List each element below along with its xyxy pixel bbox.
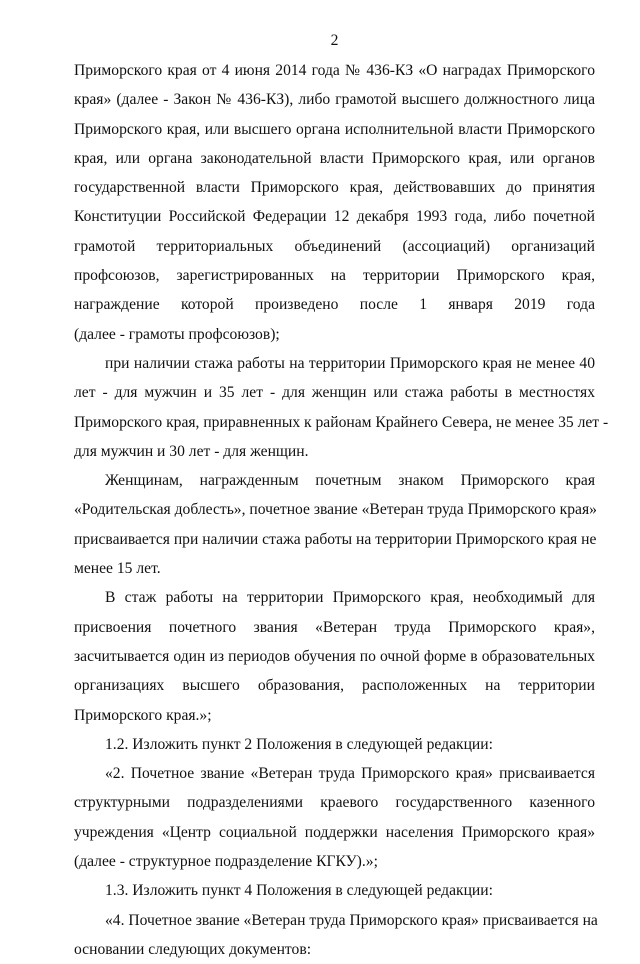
text-line: В стаж работы на территории Приморского края, необходимый для [105,589,595,607]
text-line: Приморского края, приравненных к районам Крайнего Севера, не менее 35 лет - [74,413,609,431]
text-line: присвоения почетного звания «Ветеран труда Приморского края», [74,618,595,636]
text-line: Конституции Российской Федерации 12 декабря 1993 года, либо почетной [74,208,595,226]
text-line: края, или органа законодательной власти Приморского края, или органов [74,149,595,167]
text-line: Женщинам, награжденным почетным знаком Приморского края [105,472,595,490]
paragraph [74,759,595,876]
text-line: Приморского края, или высшего органа исполнительной власти Приморского [74,120,595,138]
paragraph [74,466,595,583]
text-line: «Родительская доблесть», почетное звание «Ветеран труда Приморского края» [74,501,597,519]
text-line: края» (далее - Закон № 436-КЗ), либо грамотой высшего должностного лица [74,91,595,109]
text-line: 1.3. Изложить пункт 4 Положения в следующей редакции: [105,882,493,900]
paragraph [74,730,595,759]
paragraph [74,56,595,349]
text-line: грамотой территориальных объединений (ассоциаций) организаций [74,237,595,255]
text-line: лет - для мужчин и 35 лет - для женщин или стажа работы в местностях [74,384,595,402]
text-line: Приморского края от 4 июня 2014 года № 436-КЗ «О наградах Приморского [74,62,595,79]
text-line: «2. Почетное звание «Ветеран труда Приморского края» присваивается [105,765,595,783]
text-line: менее 15 лет. [74,560,161,578]
text-line: Приморского края.»; [74,706,212,724]
text-line: организациях высшего образования, расположенных на территории [74,677,595,695]
document-page [74,30,609,964]
document-body [74,56,609,964]
text-line: основании следующих документов: [74,940,312,958]
paragraph [74,876,595,905]
text-line: «4. Почетное звание «Ветеран труда Приморского края» присваивается на [105,911,598,929]
text-line: государственной власти Приморского края, действовавших до принятия [74,179,595,197]
paragraph [74,583,595,729]
text-line: засчитывается один из периодов обучения по очной форме в образовательных [74,647,595,665]
text-line: 1.2. Изложить пункт 2 Положения в следующей редакции: [105,735,493,753]
text-line: для мужчин и 30 лет - для женщин. [74,442,309,460]
text-line: награждение которой произведено после 1 января 2019 года [74,296,595,314]
page-number: 2 [330,32,339,49]
text-line: при наличии стажа работы на территории Приморского края не менее 40 [105,354,595,372]
text-line: присваивается при наличии стажа работы на территории Приморского края не [74,530,597,548]
text-line: структурными подразделениями краевого государственного казенного [74,794,595,812]
text-line: (далее - грамоты профсоюзов); [74,325,280,343]
text-line: профсоюзов, зарегистрированных на территории Приморского края, [74,267,595,285]
paragraph [74,349,609,466]
text-line: учреждения «Центр социальной поддержки населения Приморского края» [74,823,595,841]
paragraph [74,906,598,964]
text-line: (далее - структурное подразделение КГКУ).»; [74,853,378,871]
